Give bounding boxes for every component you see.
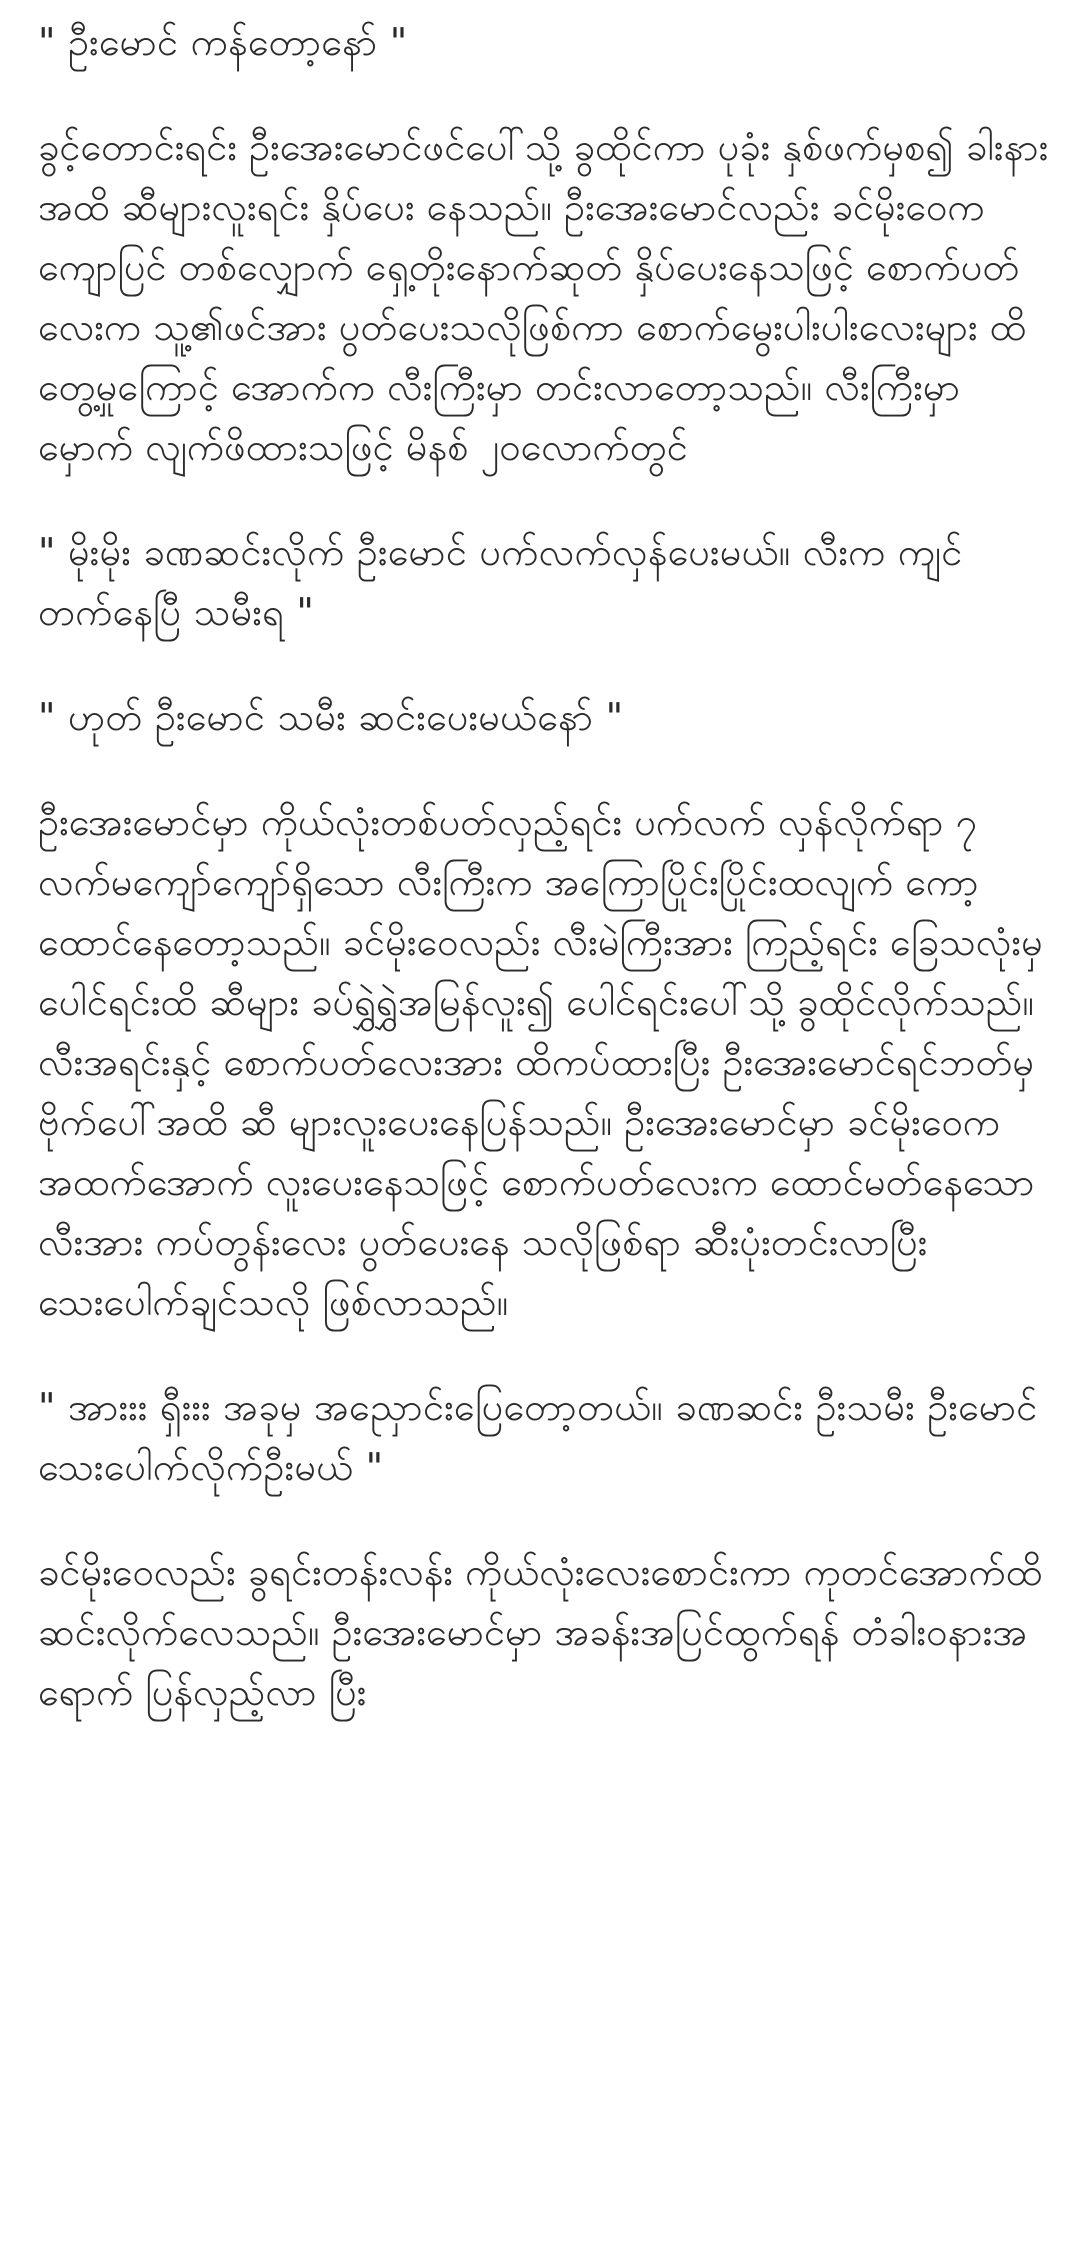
narration-paragraph-1: ခွင့်တောင်းရင်း ဦးအေးမောင်ဖင်ပေါ်သို့ ခွထိုင်ကာ ပုခုံး နှစ်ဖက်မှစ၍ ခါးနားအထိ ဆီများလူးရင်း နှိပ်ပေး နေသည်။ ဦးအေးမောင်လည်း ခင်မိုးဝေက ကျောပြင် တစ်လျှောက် ရှေ့တိုးနောက်ဆုတ် နှိပ်ပေးနေသဖြင့် စောက်ပတ်လေးက သူ့၏ဖင်အား ပွတ်ပေးသလိုဖြစ်ကာ စောက်မွေးပါးပါးလေးများ ထိတွေ့မှုကြောင့် အောက်က လီးကြီးမှာ တင်းလာတော့သည်။ လီးကြီးမှာ မှောက် လျက်ဖိထားသဖြင့် မိနစ် ၂၀လောက်တွင် <box>38 125 1049 469</box>
narration-paragraph-2: ဦးအေးမောင်မှာ ကိုယ်လုံးတစ်ပတ်လှည့်ရင်း ပက်လက် လှန်လိုက်ရာ ၇ လက်မကျော်ကျော်ရှိသော လီးကြီးက အကြောပြိုင်းပြိုင်းထလျက် ကော့ထောင်နေတော့သည်။ ခင်မိုးဝေလည်း လီးမဲကြီးအား ကြည့်ရင်း ခြေသလုံးမှ ပေါင်ရင်းထိ ဆီများ ခပ်ရွှဲရွှဲအမြန်လူး၍ ပေါင်ရင်းပေါ်သို့ ခွထိုင်လိုက်သည်။ လီးအရင်းနှင့် စောက်ပတ်လေးအား ထိကပ်ထားပြီး ဦးအေးမောင်ရင်ဘတ်မှ ဗိုက်ပေါ်အထိ ဆီ များလူးပေးနေပြန်သည်။ ဦးအေးမောင်မှာ ခင်မိုးဝေက အထက်အောက် လူးပေးနေသဖြင့် စောက်ပတ်လေးက ထောင်မတ်နေသောလီးအား ကပ်တွန်းလေး ပွတ်ပေးနေ သလိုဖြစ်ရာ ဆီးပုံးတင်းလာပြီး သေးပေါက်ချင်သလို ဖြစ်လာသည်။ <box>38 800 1043 1324</box>
dialogue-paragraph-2: " မိုးမိုး ခဏဆင်းလိုက် ဦးမောင် ပက်လက်လှန်ပေးမယ်။ လီးက ကျင်တက်နေပြီ သမီးရ " <box>38 530 963 634</box>
dialogue-paragraph-4: " အားးး ရှီးးး အခုမှ အညှောင်းပြေတော့တယ်။ ခဏဆင်း ဦးသမီး ဦးမောင် သေးပေါက်လိုက်ဦးမယ် " <box>38 1385 1038 1489</box>
narration-paragraph-3: ခင်မိုးဝေလည်း ခွရင်းတန်းလန်း ကိုယ်လုံးလေးစောင်းကာ ကုတင်အောက်ထိ ဆင်းလိုက်လေသည်။ ဦးအေးမောင်မှာ အခန်းအပြင်ထွက်ရန် တံခါးဝနားအရောက် ပြန်လှည့်လာ ပြီး <box>38 1550 1043 1714</box>
dialogue-paragraph-1: " ဦးမောင် ကန်တော့နော် " <box>38 20 408 64</box>
dialogue-paragraph-3: " ဟုတ် ဦးမောင် သမီး ဆင်းပေးမယ်နော် " <box>38 695 624 739</box>
